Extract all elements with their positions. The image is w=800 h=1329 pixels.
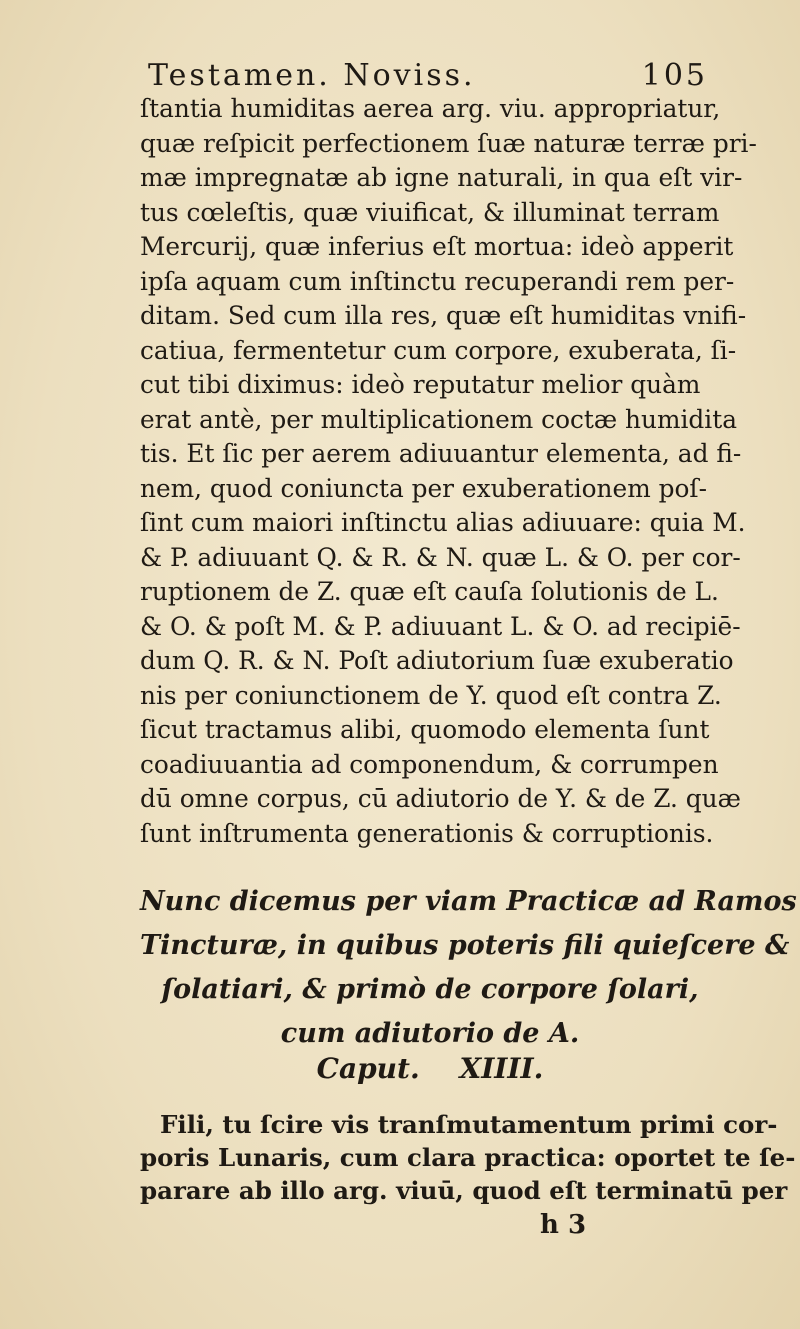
text-line: ditam. Sed cum illa res, quæ eſt humiditas vnifi- (140, 301, 747, 330)
chapter-line: poris Lunaris, cum clara practica: oportet te ſe- (140, 1143, 796, 1172)
text-line: cut tibi diximus: ideò reputatur melior quàm (140, 370, 701, 399)
text-line: ſint cum maiori inſtinctu alias adiuuare: quia M. (140, 508, 746, 537)
text-line: quæ reſpicit perfectionem ſuæ naturæ terræ pri- (140, 128, 757, 158)
text-line: catiua, fermentetur cum corpore, exuberata, ſi- (140, 335, 737, 365)
text-line: nis per coniunctionem de Y. quod eſt contra Z. (140, 680, 722, 710)
text-line: tis. Et ſic per aerem adiuuantur elementa, ad fi- (140, 439, 742, 468)
body-text (140, 92, 757, 851)
running-title: Testamen. Noviss. (148, 58, 476, 93)
text-line: mæ impregnatæ ab igne naturali, in qua eſt vir- (140, 163, 743, 192)
text-line: Mercurij, quæ inferius eſt mortua: ideò apperit (140, 232, 734, 261)
chapter-line: parare ab illo arg. viuū, quod eſt terminatū per (140, 1176, 788, 1205)
summary-line: ſolatiari, & primò de corpore ſolari, (161, 974, 699, 1005)
page-number: 105 (641, 58, 708, 93)
text-line: ſtantia humiditas aerea arg. viu. appropriatur, (140, 94, 721, 123)
summary-line: Nunc dicemus per viam Practicæ ad Ramos (140, 886, 797, 917)
text-line: dum Q. R. & N. Poſt adiutorium ſuæ exuberatio (140, 646, 734, 675)
text-line: coadiuuantia ad componendum, & corrumpen (140, 749, 719, 779)
text-line: ſunt inſtrumenta generationis & corruptionis. (140, 818, 714, 848)
text-line: ſicut tractamus alibi, quomodo elementa ſunt (140, 715, 710, 744)
signature-mark: h 3 (540, 1210, 587, 1240)
summary-line: cum adiutorio de A. (280, 1018, 580, 1049)
summary-line: Tincturæ, in quibus poteris fili quieſcere & (140, 930, 790, 961)
text-line: ruptionem de Z. quæ eſt cauſa ſolutionis de L. (140, 577, 719, 606)
text-line: ipſa aquam cum inſtinctu recuperandi rem per- (140, 266, 735, 296)
text-line: nem, quod coniuncta per exuberationem poſ- (140, 473, 707, 503)
chapter-heading: Caput. XIIII. (316, 1052, 544, 1085)
text-line: dū omne corpus, cū adiutorio de Y. & de Z. quæ (140, 784, 741, 813)
text-line: erat antè, per multiplicationem coctæ humidita (140, 404, 737, 434)
section-summary (140, 880, 797, 1056)
text-line: & O. & poſt M. & P. adiuuant L. & O. ad recipiē- (140, 611, 741, 641)
text-line: tus cœleſtis, quæ viuificat, & illuminat terram (140, 197, 720, 227)
text-line: & P. adiuuant Q. & R. & N. quæ L. & O. per cor- (140, 542, 741, 572)
chapter-line: Fili, tu ſcire vis tranſmutamentum primi cor- (160, 1110, 778, 1139)
chapter-body (140, 1108, 796, 1207)
